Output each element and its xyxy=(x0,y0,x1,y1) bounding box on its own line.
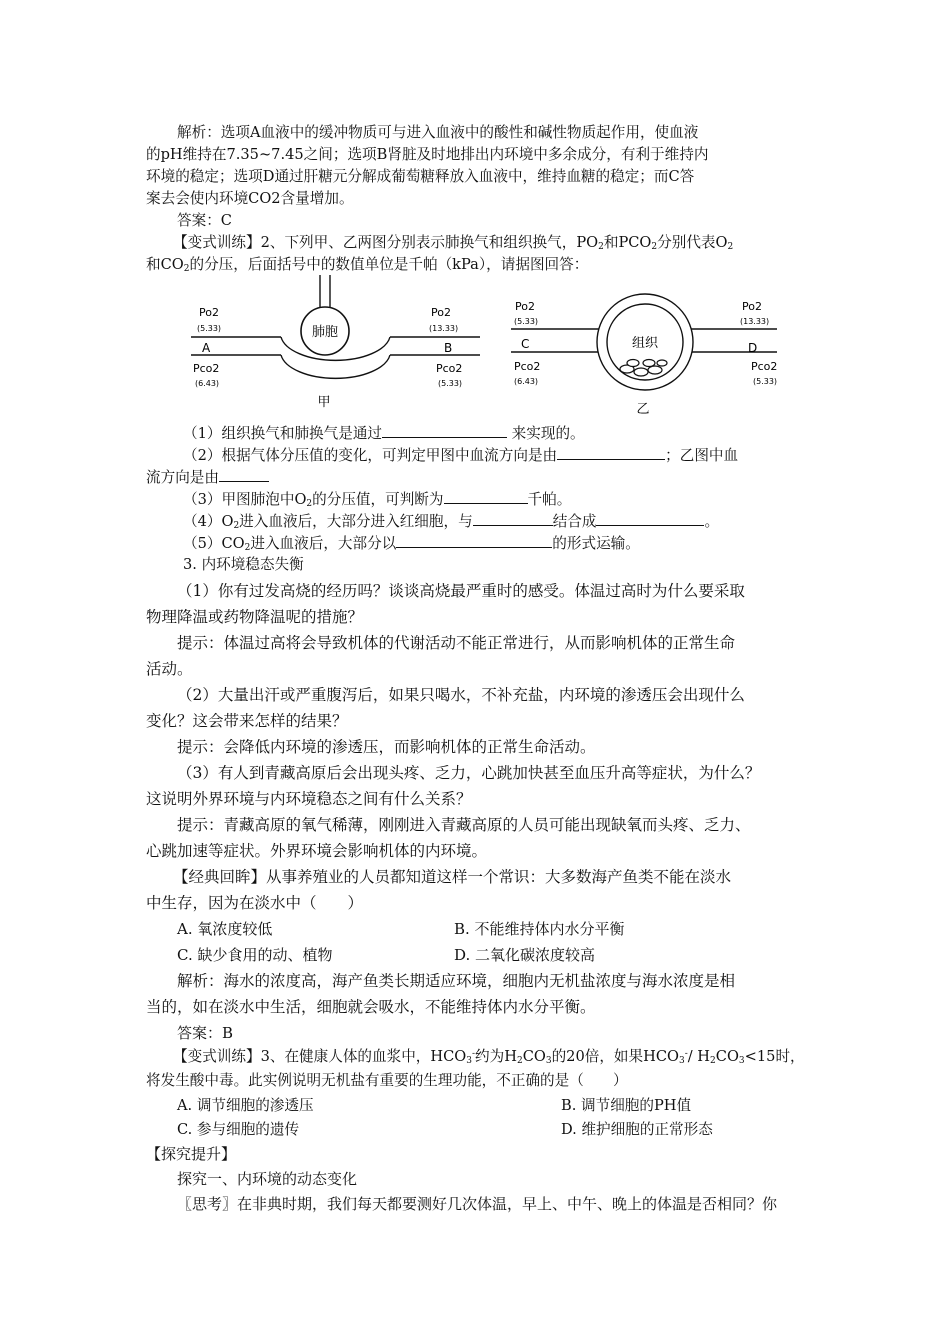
question-3: （3）甲图肺泡中$O_2$的分压值，可判断为 千帕。 xyxy=(183,488,571,511)
text: 的形式运输。 xyxy=(552,535,640,552)
tissue-label: 组织 xyxy=(631,336,659,351)
question-2-cont xyxy=(146,466,269,489)
pco2-left-value: (6.43) xyxy=(195,379,220,388)
text: 来实现的。 xyxy=(511,425,585,442)
text: CO xyxy=(715,1048,739,1065)
classic-review-line-1: 【经典回眸】从事养殖业的人员都知道这样一个常识：大多数海产鱼类不能在淡水 xyxy=(173,868,732,886)
text: 的分压值，可判断为 xyxy=(312,491,444,508)
exercise-2-line-2: 和$CO_2$的分压，后面括号中的数值单位是千帕（kPa），请据图回答： xyxy=(146,256,589,274)
explore-title: 探究一、内环境的动态变化 xyxy=(177,1170,358,1188)
text: （2）根据气体分压值的变化，可判定甲图中血流方向是由 xyxy=(183,447,558,464)
po2-right: Po2 xyxy=(742,300,762,313)
analysis-line-4: 案去会使内环境CO2含量增加。 xyxy=(146,190,354,207)
analysis-2-line-2: 当的，如在淡水中生活，细胞就会吸水，不能维持体内水分平衡。 xyxy=(146,998,596,1016)
question-1 xyxy=(183,422,585,445)
text: 【变式训练】2、下列甲、乙两图分别表示肺换气和组织换气，PO xyxy=(173,234,599,251)
figure-caption-yi: 乙 xyxy=(636,402,650,417)
discussion-line-6: 变化？这会带来怎样的结果？ xyxy=(146,712,348,730)
section-heading-explore: 【探究提升】 xyxy=(146,1145,237,1163)
section-heading-3: 3. 内环境稳态失衡 xyxy=(183,556,304,573)
pco2-left: Pco2 xyxy=(193,362,220,375)
text: <15时， xyxy=(744,1048,805,1065)
exercise-2-line-1: 【变式训练】2、下列甲、乙两图分别表示肺换气和组织换气，$PO_2$和$PCO_2$分别代表$O_2$ xyxy=(173,234,734,252)
option-a[interactable]: A. 氧浓度较低 xyxy=(177,920,273,938)
text: 分别代表O xyxy=(657,234,728,251)
text: 千帕。 xyxy=(527,491,572,508)
po2-left: Po2 xyxy=(515,300,535,313)
pco2-right-value: (5.33) xyxy=(438,379,463,388)
blank-input[interactable] xyxy=(596,510,704,526)
text: 和CO xyxy=(146,256,184,273)
blank-input[interactable] xyxy=(557,444,665,460)
text: （1）组织换气和肺换气是通过 xyxy=(183,425,383,442)
classic-review-line-2: 中生存，因为在淡水中（ ） xyxy=(146,894,364,912)
option-a[interactable]: A. 调节细胞的渗透压 xyxy=(177,1097,314,1114)
blank-input[interactable] xyxy=(382,422,507,438)
discussion-line-1: （1）你有过发高烧的经历吗？谈谈高烧最严重时的感受。体温过高时为什么要采取 xyxy=(177,582,745,600)
question-4: $(4)O_2$进入血液后，大部分进入红细胞，与 结合成 。 xyxy=(183,510,719,533)
option-b[interactable]: B. 调节细胞的PH值 xyxy=(561,1097,692,1114)
text: ；乙图中血 xyxy=(665,447,739,464)
discussion-line-5: （2）大量出汗或严重腹泻后，如果只喝水，不补充盐，内环境的渗透压会出现什么 xyxy=(177,686,745,704)
discussion-line-2: 物理降温或药物降温呢的措施？ xyxy=(146,608,364,626)
text: 结合成 xyxy=(552,513,597,530)
text: 的20倍，如果HCO xyxy=(551,1048,679,1065)
label-d: D xyxy=(748,341,758,355)
label-b: B xyxy=(444,341,453,355)
figure-yi-tissue-exchange xyxy=(505,290,795,420)
discussion-line-8: （3）有人到青藏高原后会出现头疼、乏力，心跳加快甚至血压升高等症状，为什么？ xyxy=(177,764,761,782)
discussion-line-9: 这说明外界环境与内环境稳态之间有什么关系？ xyxy=(146,790,472,808)
answer-1: 答案：C xyxy=(177,212,232,229)
figure-caption-jia: 甲 xyxy=(317,395,331,410)
discussion-line-10: 提示：青藏高原的氧气稀薄，刚刚进入青藏高原的人员可能出现缺氧而头疼、乏力、 xyxy=(177,816,751,834)
think-line: 〖思考〗在非典时期，我们每天都要测好几次体温，早上、中午、晚上的体温是否相同？你 xyxy=(177,1195,778,1213)
option-c[interactable]: C. 缺少食用的动、植物 xyxy=(177,946,333,964)
blank-input[interactable] xyxy=(473,510,553,526)
blank-input[interactable] xyxy=(219,466,269,482)
question-5: $(5)CO_2$进入血液后，大部分以 的形式运输。 xyxy=(183,532,640,555)
discussion-line-11: 心跳加速等症状。外界环境会影响机体的内环境。 xyxy=(146,842,488,860)
text: 。 xyxy=(704,513,720,530)
discussion-line-3: 提示：体温过高将会导致机体的代谢活动不能正常进行，从而影响机体的正常生命 xyxy=(177,634,736,652)
text: CO xyxy=(522,1048,546,1065)
po2-right: Po2 xyxy=(431,306,451,319)
pco2-right: Pco2 xyxy=(751,360,778,373)
blank-input[interactable] xyxy=(396,532,552,548)
option-c[interactable]: C. 参与细胞的遗传 xyxy=(177,1121,300,1138)
option-d[interactable]: D. 二氧化碳浓度较高 xyxy=(454,946,596,964)
pco2-left-value: (6.43) xyxy=(514,377,539,386)
label-c: C xyxy=(521,337,530,351)
analysis-line-1: 解析：选项A血液中的缓冲物质可与进入血液中的酸性和碱性物质起作用，使血液 xyxy=(177,124,699,141)
po2-left-value: (5.33) xyxy=(197,324,222,333)
label-a: A xyxy=(202,341,211,355)
text: 的分压，后面括号中的数值单位是千帕（kPa），请据图回答： xyxy=(189,256,589,273)
analysis-line-3: 环境的稳定；选项D通过肝糖元分解成葡萄糖释放入血液中，维持血糖的稳定；而C答 xyxy=(146,168,695,185)
po2-left: Po2 xyxy=(199,306,219,319)
pco2-right: Pco2 xyxy=(436,362,463,375)
text: 进入血液后，大部分以 xyxy=(250,535,397,552)
figure-jia-lung-exchange xyxy=(188,275,488,415)
text: 约为H xyxy=(475,1048,517,1065)
pco2-right-value: (5.33) xyxy=(753,377,778,386)
text: 【变式训练】3、在健康人体的血浆中，HCO xyxy=(173,1048,467,1065)
exercise-3-line-2: 将发生酸中毒。此实例说明无机盐有重要的生理功能，不正确的是（ ） xyxy=(146,1072,628,1089)
po2-left-value: (5.33) xyxy=(514,317,539,326)
discussion-line-4: 活动。 xyxy=(146,660,193,678)
exercise-3-line-1: 【变式训练】3、在健康人体的血浆中，$HCO_3^-$约为$H_2CO_3$的20倍，如果$HCO_3^-/$ $H_2CO_3<15$时， xyxy=(173,1048,805,1066)
alveolus-label: 肺胞 xyxy=(311,325,339,340)
discussion-line-7: 提示：会降低内环境的渗透压，而影响机体的正常生命活动。 xyxy=(177,738,596,756)
text: 进入血液后，大部分进入红细胞，与 xyxy=(239,513,473,530)
answer-2: 答案：B xyxy=(177,1024,234,1042)
analysis-2-line-1: 解析：海水的浓度高，海产鱼类长期适应环境，细胞内无机盐浓度与海水浓度是相 xyxy=(177,972,736,990)
text: 流方向是由 xyxy=(146,469,219,486)
question-2 xyxy=(183,444,738,467)
blank-input[interactable] xyxy=(444,488,528,504)
option-d[interactable]: D. 维护细胞的正常形态 xyxy=(561,1121,713,1138)
po2-right-value: (13.33) xyxy=(740,317,770,326)
text: / H xyxy=(687,1048,711,1065)
text: （5）CO xyxy=(183,535,245,552)
po2-right-value: (13.33) xyxy=(429,324,459,333)
option-b[interactable]: B. 不能维持体内水分平衡 xyxy=(454,920,625,938)
analysis-line-2: 的pH维持在7.35~7.45之间；选项B肾脏及时地排出内环境中多余成分，有利于维持内 xyxy=(146,146,709,163)
pco2-left: Pco2 xyxy=(514,360,541,373)
text: （4）O xyxy=(183,513,234,530)
text: 和PCO xyxy=(603,234,652,251)
text: （3）甲图肺泡中O xyxy=(183,491,307,508)
